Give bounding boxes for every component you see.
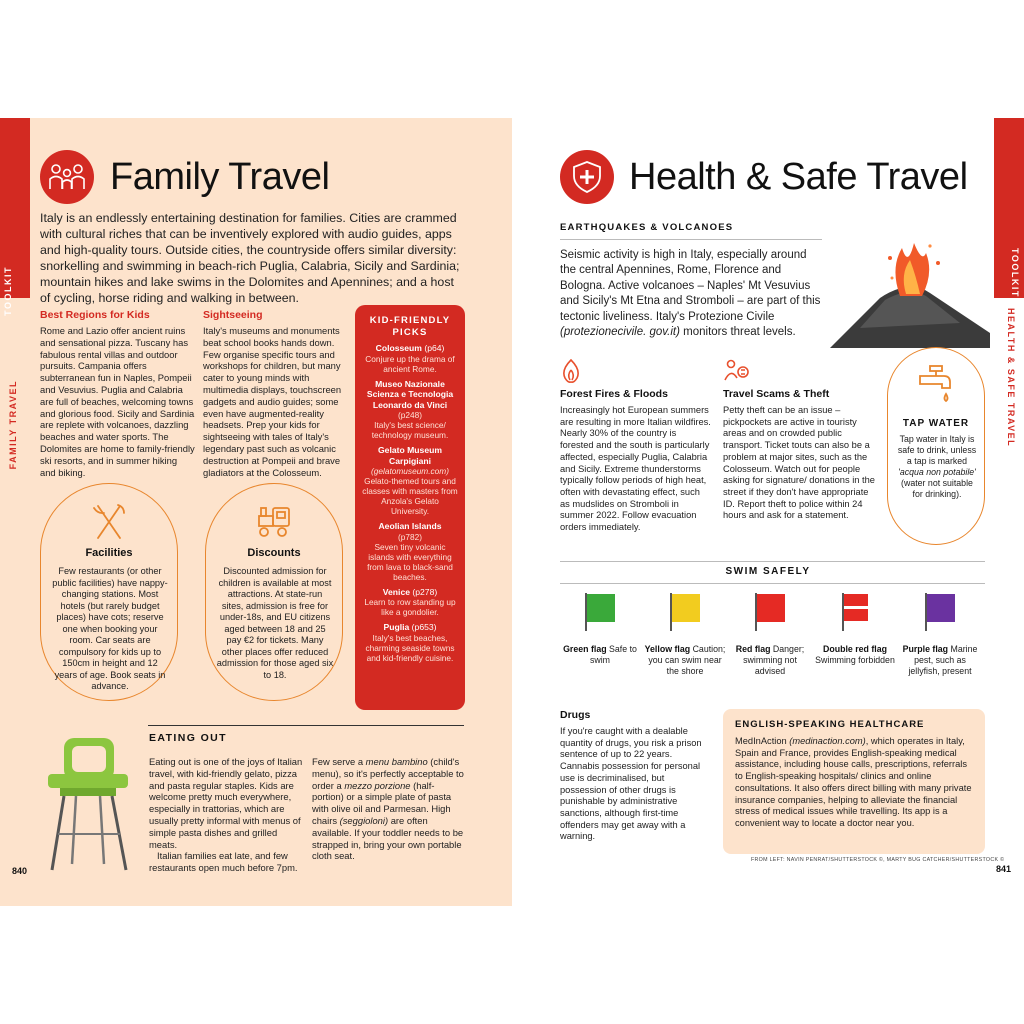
kid-friendly-picks-box <box>355 305 465 710</box>
flag-name: Double red flag <box>822 644 888 654</box>
double-red-flag-icon <box>838 591 872 631</box>
tap-water-text <box>896 434 978 500</box>
page-title: Family Travel <box>110 156 330 198</box>
italic-term: menu bambino <box>365 756 428 767</box>
healthcare-text-part: MedInAction <box>735 736 790 746</box>
kid-pick-item <box>361 521 459 582</box>
italic-term: (seggioloni) <box>339 814 389 826</box>
kid-pick-desc: Gelato-themed tours and classes with masters from Anzola's Gelato University. <box>362 476 458 516</box>
forest-fires-heading: Forest Fires & Floods <box>560 388 668 400</box>
flag-desc: Swimming forbidden <box>815 655 895 665</box>
earthquakes-text-part: monitors threat levels. <box>679 326 796 339</box>
yellow-flag-item <box>643 591 727 677</box>
purple-flag-icon <box>923 591 957 631</box>
page-number: 841 <box>996 864 1012 874</box>
purple-flag-item <box>898 591 982 677</box>
pickpocket-icon <box>723 358 751 389</box>
discounts-panel <box>205 483 343 701</box>
kid-pick-page: (gelatomuseum.com) <box>371 466 449 476</box>
kid-pick-name: Colosseum <box>375 343 422 353</box>
flag-name: Green flag <box>563 644 607 654</box>
kid-pick-page: (p782) <box>398 531 422 542</box>
kid-pick-page: (p278) <box>412 586 438 597</box>
green-flag-item <box>558 591 642 666</box>
sightseeing-text: Italy's museums and monuments beat school books hands down. Few organise specific tours and workshops for children, but many cater to young minds with multimedia displays, touchscreen gadgets and audio guides; some even have augmented-reality headsets. Prep your kids for sightseeing with tales of Italy's legendary past such as volcanic destruction at Pompeii and brave gladiators at the Colosseum. <box>203 325 342 478</box>
tap-water-text-part: (water not suitable for drinking). <box>901 478 973 499</box>
page-title: Health & Safe Travel <box>629 156 968 198</box>
kid-pick-item <box>361 379 459 441</box>
tap-water-text-part: Tap water in Italy is safe to drink, unless a tap is marked <box>897 434 977 466</box>
eating-out-text: (half-portion) or a simple plate of pasta with olive oil and Parmesan. High chairs <box>312 779 452 826</box>
eating-out-para-1: Eating out is one of the joys of Italian travel, with kid-friendly gelato, pizza and pasta regular staples. Kids are welcome pretty much everywhere, especially in trattorias, which are usually pretty informal with menus of simple pasta dishes and grilled meats. <box>149 756 303 850</box>
italic-term: 'acqua non potabile' <box>898 467 976 477</box>
toy-train-icon <box>253 502 295 547</box>
double-red-flag-item <box>813 591 897 666</box>
eating-out-text: Few serve a <box>312 756 366 767</box>
facilities-panel <box>40 483 178 701</box>
drugs-text: If you're caught with a dealable quantity of drugs, you risk a prison sentence of up to 22 years. Cannabis possession for personal use is decriminalised, but possession of other drugs is punishable by administrative sanctions, although first-time offenders may get away with a warning. <box>560 726 702 842</box>
chapter-side-label: FAMILY TRAVEL <box>8 380 18 470</box>
eating-out-col2 <box>312 756 464 862</box>
best-regions-text: Rome and Lazio offer ancient ruins and sensational pizza. Tuscany has fabulous rental villas and outdoor pursuits. Campania offers subterranean fun in Naples, Pompeii and Vesuvius. Puglia and Calabria are full of beaches, welcoming towns and glorious food. Sicily and Sardinia are replete with volcanoes, dazzling beaches and water sports. The Dolomites are home to family-friendly ski resorts, and in summer hiking and biking. <box>40 325 195 478</box>
forest-fires-text: Increasingly hot European summers are resulting in more Italian wildfires. Nearly 30% of the country is forested and the south is particularly affected, especially Puglia, Calabria and Sicily. Extreme thunderstorms typically follow periods of high heat, often with devastating effect, such as mudslides on Stromboli in summer 2022. Follow evacuation orders immediately. <box>560 405 711 533</box>
flag-name: Purple flag <box>902 644 949 654</box>
earthquakes-heading: EARTHQUAKES & VOLCANOES <box>560 222 734 233</box>
kid-pick-desc: Conjure up the drama of ancient Rome. <box>365 353 455 374</box>
page-family-travel <box>0 118 512 906</box>
kid-pick-item <box>361 343 459 374</box>
yellow-flag-icon <box>668 591 702 631</box>
travel-scams-heading: Travel Scams & Theft <box>723 388 830 400</box>
kid-pick-page: (p653) <box>411 622 437 632</box>
flag-desc: Marine pest, such as jellyfish, present <box>908 644 978 676</box>
kid-pick-name: Puglia <box>383 622 410 632</box>
tap-icon <box>916 364 956 413</box>
fire-icon <box>560 358 582 389</box>
flag-name: Red flag <box>735 644 771 654</box>
sightseeing-heading: Sightseeing <box>203 309 263 321</box>
flag-name: Yellow flag <box>644 644 691 654</box>
kid-pick-desc: Italy's best science/ technology museum. <box>371 420 449 440</box>
italic-term: (protezionecivile. gov.it) <box>560 326 680 339</box>
tap-water-title: TAP WATER <box>902 418 970 429</box>
toolkit-tab-label: TOOLKIT <box>3 266 13 316</box>
eating-out-col1 <box>149 756 304 874</box>
red-flag-item <box>728 591 812 677</box>
facilities-text: Few restaurants (or other public facilities) have nappy-changing stations. Most hotels (but rarely budget places) have cots; reserve one when booking your room. Car seats are compulsory for kids up to 150cm in height and 12 years of age. Book seats in advance. <box>52 566 168 691</box>
toolkit-tab-right <box>994 118 1024 298</box>
kid-pick-name: Venice <box>382 586 410 597</box>
book-spread <box>0 118 1024 906</box>
page-number: 840 <box>12 866 28 876</box>
kid-pick-desc: Italy's best beaches, charming seaside towns and kid-friendly cuisine. <box>365 632 455 663</box>
kid-pick-name: Museo Nazionale Scienza e Tecnologia Leonardo da Vinci <box>366 378 454 410</box>
flag-desc: Caution; you can swim near the shore <box>648 644 726 676</box>
fork-knife-icon <box>90 502 128 547</box>
toolkit-tab-label: TOOLKIT <box>1010 248 1020 298</box>
earthquakes-text-part: Seismic activity is high in Italy, especially around the central Apennines, Rome, Florence and Bologna. Active volcanoes – Naples' Mt Vesuvius and Sicily's Mt Etna and Stromboli – are part of this tectonic liveliness. Italy's Protezione Civile <box>560 249 821 323</box>
kid-pick-name: Gelato Museum Carpigiani <box>378 445 442 466</box>
kid-pick-page: (p248) <box>398 410 422 420</box>
flag-desc: Safe to swim <box>589 644 637 665</box>
drugs-heading: Drugs <box>560 709 591 721</box>
facilities-title: Facilities <box>85 547 133 559</box>
red-flag-icon <box>753 591 787 631</box>
italic-term: mezzo porzione <box>344 779 411 791</box>
italic-term: (medinaction.com) <box>789 736 866 746</box>
healthcare-title: ENGLISH-SPEAKING HEALTHCARE <box>735 719 925 730</box>
flag-desc: Danger; swimming not advised <box>743 644 805 676</box>
eating-out-rule <box>148 725 464 726</box>
photo-credit: FROM LEFT: NAVIN PENRAT/SHUTTERSTOCK ©, MARTY BUG CATCHER/SHUTTERSTOCK © <box>751 857 1005 863</box>
eating-out-text: (child's menu), so it's perfectly acceptable to order a <box>312 756 464 791</box>
kid-pick-item <box>361 622 459 663</box>
kid-pick-page: (p64) <box>424 343 445 353</box>
healthcare-text-part: , which operates in Italy, Spain and France, provides English-speaking medical assistance, including house calls, prescriptions, referrals to English-speaking hospitals/ clinics and online consultations. It also offers direct billing with many private insurance companies, helping to alleviate the financial stress of medical issues while travelling. Its app is a convenient way to locate a doctor near you. <box>735 736 972 828</box>
kid-pick-name: Aeolian Islands <box>378 521 442 531</box>
eating-out-text: are often available. If your toddler needs to be strapped in, bring your own portable cloth seat. <box>312 814 464 862</box>
erupting-volcano-photo <box>830 238 990 353</box>
best-regions-heading: Best Regions for Kids <box>40 309 150 321</box>
high-chair-illustration <box>42 734 134 879</box>
green-flag-icon <box>583 591 617 631</box>
eating-out-para-2: Italian families eat late, and few restaurants open much before 7pm. <box>149 850 298 874</box>
kid-pick-item <box>361 587 459 618</box>
eating-out-title: EATING OUT <box>149 732 227 744</box>
family-icon <box>40 150 94 204</box>
intro-paragraph: Italy is an endlessly entertaining destination for families. Cities are crammed with cultural riches that can be inventively explored with audio guides, apps and high-quality tours. Outside cities, the countryside offers similar diversity: snorkelling and swimming in beach-rich Puglia, Calabria, Sicily and Sardinia; mountain hikes and lake swims in the Dolomites and Apennines; and a host of cycling, horse riding and walking in between. <box>40 211 460 305</box>
shield-cross-icon <box>560 150 614 204</box>
tap-water-panel <box>887 347 985 545</box>
kid-pick-desc: Seven tiny volcanic islands with everything from lava to black-sand beaches. <box>367 541 453 582</box>
toolkit-tab-left <box>0 118 30 316</box>
travel-scams-text: Petty theft can be an issue – pickpockets are active in touristy areas and on crowded public transport. Ticket touts can also be a problem at major sites, such as the Colosseum. Watch out for people asking for signature/ donations in the street if they don't have appropriate ID. Report theft to police within 24 hours and ask for a statement. <box>723 405 875 521</box>
earthquakes-text <box>560 248 822 340</box>
section-rule <box>560 239 822 240</box>
swim-safely-title: SWIM SAFELY <box>725 566 811 577</box>
english-healthcare-box <box>723 709 985 854</box>
chapter-side-label: HEALTH & SAFE TRAVEL <box>1006 308 1016 448</box>
section-rule <box>560 583 985 584</box>
discounts-text: Discounted admission for children is available at most attractions. At state-run sites, admission is free for under-18s, and EU citizens aged between 18 and 25 pay €2 for tickets. Many other places offer reduced admission for those aged six to 18. <box>216 566 334 680</box>
kid-pick-item <box>361 445 459 516</box>
kid-pick-desc: Learn to row standing up like a gondolier. <box>364 597 456 617</box>
page-health-safe-travel <box>512 118 1024 906</box>
healthcare-text <box>735 736 973 830</box>
discounts-title: Discounts <box>247 547 301 559</box>
section-rule <box>560 561 985 562</box>
kid-picks-title: KID-FRIENDLY PICKS <box>369 315 451 338</box>
